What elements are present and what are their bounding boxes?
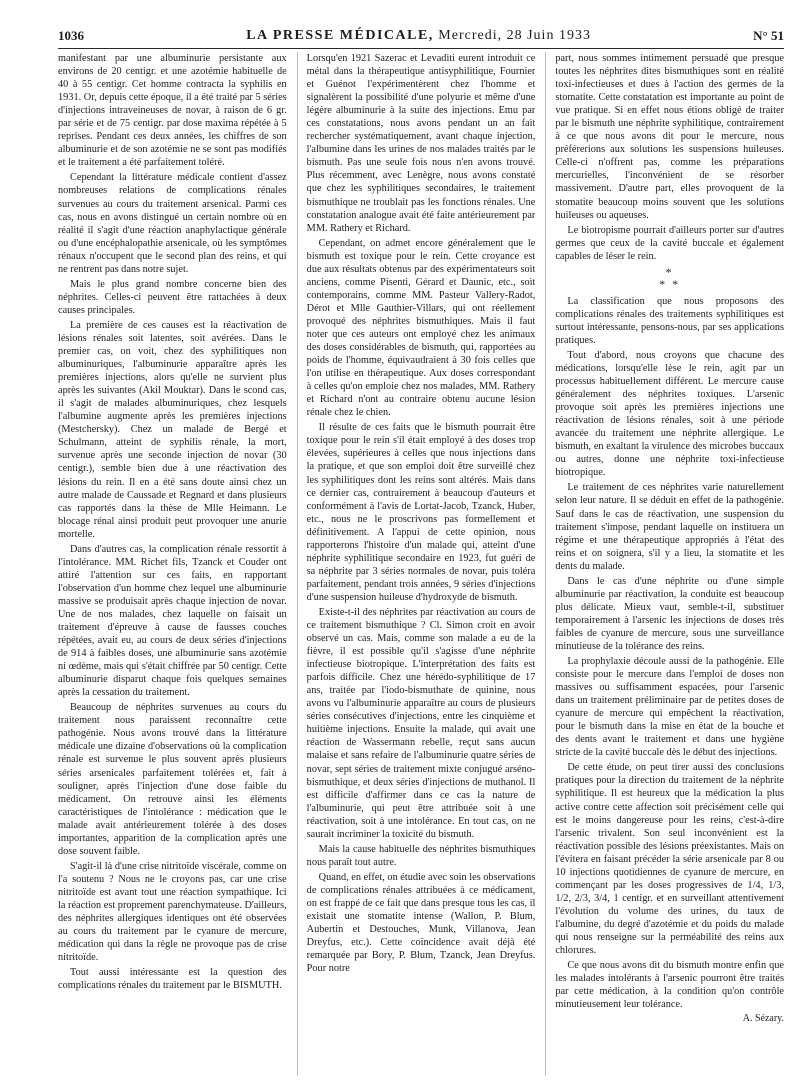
journal-name: LA PRESSE MÉDICALE,	[246, 28, 434, 43]
column-2	[297, 52, 536, 1076]
paragraph: De cette étude, on peut tirer aussi des conclusions pratiques pour la direction du traitement de la néphrite syphilitique. Il est heureux que la médication la plus active contre cette affection soit précisément celle qui est le moins dangereuse pour les reins, c'est-à-dire l'arsenic trivalent. Son seul inconvénient est la réactivation possible des lésions préexistantes. Mais on l'évitera en faisant précéder la série arsenicale par 8 ou 10 injections quotidiennes de cyanure de mercure, en commençant par les doses progressives de 1/4, 1/3, 1/2, 2/3, 3/4, 1 centigr. et en surveillant attentivement l'évolution du volume des urines, du taux de l'albumine, du degré d'azotémie et du poids du malade qui nous renseigne sur la perméabilité des reins aux chlorures.	[555, 762, 785, 957]
paragraph: Le biotropisme pourrait d'ailleurs porter sur d'autres germes que ceux de la cavité buccale et également capables de léser le rein.	[555, 224, 785, 262]
paragraph: Mais le plus grand nombre concerne bien des néphrites. Celles-ci peuvent être rattachées à deux causes principales.	[58, 278, 287, 316]
paragraph: Quand, en effet, on étudie avec soin les observations de complications rénales attribuées à ce médicament, on est frappé de ce fait que dans presque tous les cas, il existait une stomatite intense (Wallon, P. Blum, Aubertin et Destouches, Munk, Villanova, Jean Dreyfus, etc.). Cette coïncidence avait déjà été remarquée par Bory, P. Blum, Tzanck, Jean Dreyfus. Pour notre	[306, 871, 536, 975]
paragraph: Cependant la littérature médicale contient d'assez nombreuses relations de complications rénales survenues au cours du traitement arsenical. Parmi ces cas, nous en avons distingué un certain nombre où en réalité il s'agit d'une réaction anaphylactique générale ou d'une encéphalopathie arsenicale, où les symptômes rénaux n'occupent que le second plan des reins, et qui ne rentrent pas dans notre sujet.	[58, 172, 287, 275]
paragraph: Ce que nous avons dit du bismuth montre enfin que les malades intolérants à l'arsenic pourront être traités par cette médication, à la condition qu'on contrôle minutieusement leur tolérance.	[555, 960, 785, 1011]
article-columns	[58, 52, 784, 1076]
paragraph: Dans le cas d'une néphrite ou d'une simple albuminurie par réactivation, la conduite est beaucoup plus délicate. Mieux vaut, semble-t-il, substituer temporairement à l'arsenic les injections de doses très faibles de cyanure de mercure, sous une surveillance minutieuse de la tolérance des reins.	[555, 575, 785, 652]
paragraph: Tout d'abord, nous croyons que chacune des médications, lorsqu'elle lèse le rein, agit par un processus habituellement différent. Le mercure cause généralement des néphrites toxiques. L'arsenic provoque soit après les premières injections une réactivation de lésions rénales, soit à une période avancée du traitement une néphrite allergique. Le bismuth, en exaltant la virulence des microbes buccaux ou autres, donne une néphrite toxi-infectieuse biotropique.	[555, 349, 785, 479]
paragraph: La prophylaxie découle aussi de la pathogénie. Elle consiste pour le mercure dans l'emploi de doses non massives ou suffisamment espacées, pour l'arsenic dans un traitement préliminaire par de petites doses de cyanure de mercure qui empêchent la réactivation, pour le bismuth dans la mise en état de la bouche et des dents avant le traitement et dans une hygiène stricte de la cavité buccale dès le début des injections.	[555, 656, 785, 759]
column-1	[58, 52, 287, 1076]
paragraph: Beaucoup de néphrites survenues au cours du traitement nous paraissent reconnaître cette pathogénie. Nous avons trouvé dans la littérature médicale une dizaine d'observations où la complication rénale est survenue le plus souvent après plusieurs séries arsenicales parfaitement tolérées et, fait à souligner, après l'injection d'une dose faible du médicament. On retrouve ainsi les éléments caractéristiques de l'intolérance : médication que le malade avait antérieurement tolérée à des doses importantes, apparition de la complication après une dose souvent faible.	[58, 702, 287, 857]
paragraph: Cependant, on admet encore généralement que le bismuth est toxique pour le rein. Cette croyance est due aux résultats obtenus par des expérimentateurs soit anciens, comme Pisenti, Gérard et Daunic, etc., soit contemporains, comme MM. Pasteur Vallery-Radot, Dérot et Mlle Gauthier-Villars, qui ont réellement provoqué des néphrites bismuthiques. Mais il faut noter que ces auteurs ont employé chez les animaux des doses considérables de bismuth, qui, rapportées au poids de l'homme, équivaudraient à 30 fois celles que l'on utilise en thérapeutique. Aux doses correspondant à celles qu'on emploie chez nos malades, MM. Rathery et Richard n'ont au contraire obtenu aucune lésion rénale chez le chien.	[306, 237, 536, 419]
page-number: 1036	[58, 28, 84, 43]
paragraph: La première de ces causes est la réactivation de lésions rénales soit latentes, soit avérées. Dans le premier cas, on voit, chez des syphilitiques non albuminuriques, l'albuminurie apparaître après les premières injections, alors qu'elle ne survient plus après les suivantes (Akil Mouktar). Dans le scond cas, il s'agit de malades albuminuriques, chez lesquels l'albumine augmente après les premières injections (Mestchersky). Chez un malade de Bergé et Schulmann, atteint de syphilis rénale, la mort, survenue après une seconde injection de novar (30 centigr.), semble bien due à une réactivation des lésions du rein. Il en a été sans doute ainsi chez un autre malade de Caussade et Regnard et dans plusieurs cas rapportés dans la thèse de Mlle Heimann. Le blocage rénal ainsi produit peut provoquer une anurie mortelle.	[58, 319, 287, 540]
paragraph: La classification que nous proposons des complications rénales des traitements syphilitiques est surtout intéressante, pensons-nous, par ses applications pratiques.	[555, 295, 785, 346]
page-header	[58, 20, 784, 49]
paragraph: manifestant par une albuminurie persistante aux environs de 20 centigr. et une azotémie habituelle de 40 à 55 centigr. Cet homme contracta la syphilis en 1931. Or, depuis cette époque, il a été traité par 5 séries d'injections intraveineuses de novar, à raison de 6 gr. par série et de 75 centigr. par dose maxima répétée à 5 reprises. Pendant ces deux années, les chiffres de son albuminurie et de son azotémie ne se sont pas modifiés et le traitement a été parfaitement toléré.	[58, 53, 287, 169]
author-signature: A. Sézary.	[742, 1013, 785, 1025]
paragraph: Le traitement de ces néphrites varie naturellement selon leur nature. Il se déduit en effet de la pathogénie. Sauf dans le cas de réactivation, une suspension du traitement s'impose, pendant laquelle on instituera un régime et une thérapeutique appropriés à l'état des reins et on soignera, s'il y a lieu, la stomatite et les dents du malade.	[555, 482, 785, 572]
paragraph: Tout aussi intéressante est la question des complications rénales du traitement par le BISMUTH.	[58, 967, 287, 992]
paragraph: Il résulte de ces faits que le bismuth pourrait être toxique pour le rein s'il était employé à des doses trop élevées, supérieures à celles que nous injections dans la pratique, et que son emploi doit être surveillé chez les syphilitiques dont les reins sont altérés. Mais dans ce dernier cas, contrairement à beaucoup d'auteurs et conformément à l'avis de Lortat-Jacob, Tzanck, Huber, etc., nous ne le proscrivons pas formellement et définitivement. A l'appui de cette opinion, nous rapporterons l'histoire d'un malade qui, atteint d'une néphrite syphilitique secondaire en 1923, fut guéri de sa néphrite par 3 séries normales de novar, puis toléra parfaitement, pendant trois années, 9 séries d'injections d'une suspension huileuse d'hydroxyde de bismuth.	[306, 422, 536, 603]
separator-glyph: * * *	[659, 264, 681, 291]
paragraph: S'agit-il là d'une crise nitritoïde viscérale, comme on l'a soutenu ? Nous ne le croyons pas, car une crise nitritoïde est avant tout une réaction sympathique. Ici la réaction est proprement parenchymateuse. D'ailleurs, des néphrites allergiques identiques ont été observées au cours du traitement par le cyanure de mercure, médication qui dans la règle ne provoque pas de crise nitritoïde.	[58, 860, 287, 964]
issue-number: N° 51	[753, 28, 784, 43]
issue-date: Mercredi, 28 Juin 1933	[438, 28, 591, 43]
paragraph: Lorsqu'en 1921 Sazerac et Levaditi eurent introduit ce métal dans la thérapeutique antisyphilitique, Fournier et Guénot l'expérimentèrent chez l'homme et signalèrent la possibilité d'une polyurie et même d'une légère albuminurie à la suite des injections. Emu par ces constatations, nous avons pendant un an fait rechercher systématiquement, avant chaque injection, l'albumine dans les urines de nos malades traités par le bismuth. Pas une seule fois nous n'en avons trouvé. Plus récemment, avec Lenègre, nous avons constaté que chez les syphilitiques secondaires, le traitement bismuthique ne troublait pas les fonctions rénales. Une constatation analogue avait été faite antérieurement par MM. Rathery et Richard.	[306, 53, 536, 234]
paragraph: Existe-t-il des néphrites par réactivation au cours de ce traitement bismuthique ? Cl. Simon croit en avoir observé un cas. Mais, comme son malade a eu de la fièvre, il est possible qu'il s'agisse d'une néphrite infectieuse biotropique. L'interprétation des faits est parfois difficile. Chez une hérédo-syphilitique de 17 ans, traitée par l'iodo-bismuthate de quinine, nous avons vu l'albuminurie apparaître au cours de plusieurs séries consécutives d'injections, entre les cinquième et huitième injections. Ensuite la malade, qui avait une réaction de Wassermann rebelle, reçut sans aucun malaise et sans refaire de l'albuminurie quatre séries de novar, sept séries de traitement mixte conjugué arséno-bismuthique, et deux séries d'injections de muthanol. Il est difficile d'affirmer dans ce cas la nature de l'albuminurie, qui peut être attribuée soit à une réactivation, soit à une intolérance. En tout cas, on ne saurait incriminer la toxicité du bismuth.	[306, 606, 536, 840]
column-3	[545, 52, 784, 1076]
paragraph: part, nous sommes intimement persuadé que presque toutes les néphrites dites bismuthiques sont en réalité toxi-infectieuses et dues à l'action des germes de la stomatite. Cette constatation est importante au point de vue pratique. Si en effet nous étions obligé de traiter par le bismuth une néphrite syphilitique, contrairement à ce que nous avons dit pour le mercure, nous préférerions aux solutions les suspensions huileuses. Celle-ci n'offrent pas, comme les préparations mercurielles, l'inconvénient de se résorber massivement. D'autre part, elles provoquent de la stomatite beaucoup moins souvent que les solutions huileuses ou aqueuses.	[555, 53, 785, 221]
section-separator	[555, 266, 784, 290]
paragraph: Dans d'autres cas, la complication rénale ressortit à l'intolérance. MM. Richet fils, Tzanck et Couder ont attiré l'attention sur ces faits, en rapportant l'observation d'un homme chez lequel une albuminurie massive se produisait après chaque injection de novar. Une de nos malades, chez laquelle on faisait un traitement d'épreuve à cause de fausses couches répétées, avait eu, au cours de deux séries d'injections de 914 à faibles doses, une albuminurie sans azotémie ni œdème, mais qui s'était chiffrée par 50 centigr. Cette albuminurie disparut chaque fois quelques semaines après la cessation du traitement.	[58, 543, 287, 699]
paragraph: Mais la cause habituelle des néphrites bismuthiques nous paraît tout autre.	[306, 843, 536, 868]
running-title	[246, 28, 591, 44]
